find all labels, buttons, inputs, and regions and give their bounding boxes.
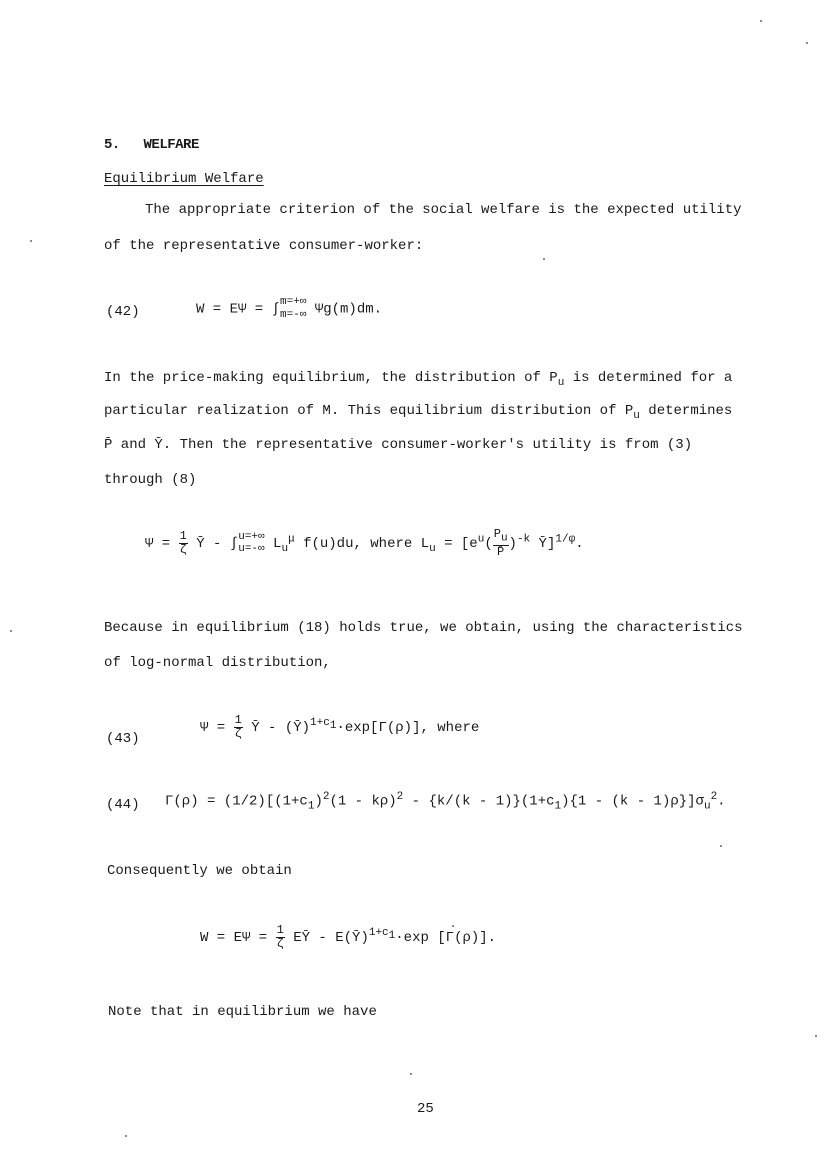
scan-speck (10, 630, 12, 632)
scan-speck (30, 240, 32, 242)
eq-w-fraction (276, 924, 285, 950)
eq-psi-tail: Ȳ] (530, 535, 556, 552)
eq44-p6: . (717, 793, 726, 810)
eq-w (200, 924, 496, 950)
eq43-sup-sub: 1 (329, 720, 337, 733)
eq-psi-L: L (264, 535, 282, 552)
eq43-frac-den: ζ (234, 726, 242, 741)
eq43-frac-num: 1 (234, 713, 242, 727)
eq-w-sup-sub: 1 (388, 930, 396, 943)
eq-w-frac-den: ζ (276, 936, 284, 951)
para2-line4: through (8) (104, 472, 197, 488)
eq43-sup-main: 1+c (310, 717, 330, 730)
eq-psi-mid-sub: u (429, 542, 436, 555)
eq-psi-ybar: Ȳ - ∫ (187, 535, 239, 552)
eq44-tag: (44) (106, 797, 140, 813)
eq-psi-L-sub: u (281, 542, 289, 555)
eq-psi-upper: u=+∞ (238, 530, 265, 543)
para2-line3: P̄ and Ȳ. Then the representative consumer-worker's utility is from (3) (104, 437, 693, 453)
eq44-s2: 1 (554, 800, 562, 813)
scan-speck (806, 42, 808, 44)
eq-psi-frac-num: 1 (179, 529, 187, 544)
eq44-p2: ) (314, 793, 323, 810)
scan-speck (760, 20, 762, 22)
eq-psi-e-sup: u (477, 533, 485, 546)
para2-line2 (104, 404, 732, 422)
eq44-e2: 2 (396, 791, 404, 803)
eq-psi-lower: u=-∞ (238, 543, 265, 556)
eq-psi-pfrac (493, 528, 509, 559)
para2-line1 (104, 371, 732, 389)
eq-psi-mid: f(u)du, where L (294, 535, 430, 552)
scan-speck (410, 1073, 412, 1075)
eq42-limits (280, 296, 306, 321)
eq-psi-limits (238, 531, 264, 556)
eq-psi-paren-open: ( (484, 535, 493, 552)
eq43-sup (310, 717, 337, 733)
eq43-tag: (43) (106, 731, 140, 747)
subheading: Equilibrium Welfare (104, 171, 264, 187)
para2-l1-start: In the price-making equilibrium, the distribution of P (104, 370, 558, 386)
eq-w-sup (368, 927, 396, 943)
eq44-e3: 2 (710, 791, 718, 803)
para2-l2-sub: u (633, 409, 640, 422)
eq-psi-end: . (575, 535, 584, 552)
section-number: 5. (104, 137, 120, 153)
para2-l1-end: is determined for a (564, 370, 733, 386)
eq42-tag: (42) (106, 304, 140, 320)
eq-psi-exp: -k (516, 533, 531, 546)
page-number: 25 (417, 1101, 434, 1117)
para1-line1: The appropriate criterion of the social welfare is the expected utility (145, 202, 742, 218)
eq42-rhs: Ψg(m)dm. (314, 301, 383, 318)
scan-speck (452, 925, 454, 927)
eq43-rest: ·exp[Γ(ρ)], where (336, 719, 480, 736)
para2-l1-sub: u (557, 376, 565, 389)
para5: Note that in equilibrium we have (108, 1004, 377, 1020)
para4: Consequently we obtain (107, 863, 292, 879)
para3-line1: Because in equilibrium (18) holds true, we obtain, using the characteristics (104, 620, 743, 636)
eq43-formula (200, 714, 479, 740)
eq43-lhs: Ψ = (200, 719, 234, 736)
eq-psi (145, 528, 584, 559)
eq-psi-eq: = [e (435, 535, 478, 552)
eq-psi-p-num-sub: u (500, 532, 508, 545)
eq44-formula (165, 792, 726, 812)
eq-psi-lhs: Ψ = (145, 535, 179, 552)
section-heading (104, 138, 199, 152)
eq42-lhs: W = EΨ = ∫ (196, 301, 281, 318)
eq44-s3: u (703, 800, 711, 813)
eq-w-sup-main: 1+c (368, 927, 389, 940)
eq-psi-tail-sup: 1/φ (555, 533, 576, 546)
eq43-mid: Ȳ - (Ȳ) (242, 719, 311, 736)
eq-w-mid: EȲ - E(Ȳ) (284, 929, 369, 946)
section-title: WELFARE (143, 137, 199, 153)
scan-speck (125, 1135, 127, 1137)
eq-w-lhs: W = EΨ = (200, 929, 276, 946)
eq-psi-L-sup: μ (288, 533, 295, 546)
eq-psi-fraction (179, 530, 188, 556)
eq-w-frac-num: 1 (276, 923, 284, 937)
eq42-upper: m=+∞ (280, 296, 307, 308)
para2-l2-start: particular realization of M. This equilibrium distribution of P (104, 403, 634, 419)
eq44-p3: (1 - kρ) (329, 793, 397, 810)
scan-speck (815, 1035, 817, 1037)
eq43-fraction (234, 714, 243, 740)
eq-w-rest: ·exp [Γ(ρ)]. (395, 929, 497, 946)
eq-psi-p-num: P (493, 527, 501, 541)
scan-speck (720, 845, 722, 847)
eq44-e1: 2 (322, 791, 330, 803)
para2-l2-end: determines (639, 403, 733, 419)
eq-psi-paren-close: ) (508, 535, 517, 552)
para1-line2: of the representative consumer-worker: (104, 238, 424, 254)
eq-psi-frac-den: ζ (179, 542, 187, 557)
eq42-formula (196, 296, 382, 321)
para3-line2: of log-normal distribution, (104, 655, 331, 671)
scan-speck (543, 258, 545, 260)
eq44-p4: - {k/(k - 1)}(1+c (403, 793, 555, 810)
eq-psi-p-den: P̄ (497, 544, 505, 559)
eq44-s1: 1 (307, 800, 315, 813)
eq42-lower: m=-∞ (280, 308, 307, 321)
eq44-p5: ){1 - (k - 1)ρ}]σ (561, 793, 704, 810)
eq44-p1: Γ(ρ) = (1/2)[(1+c (165, 793, 308, 810)
